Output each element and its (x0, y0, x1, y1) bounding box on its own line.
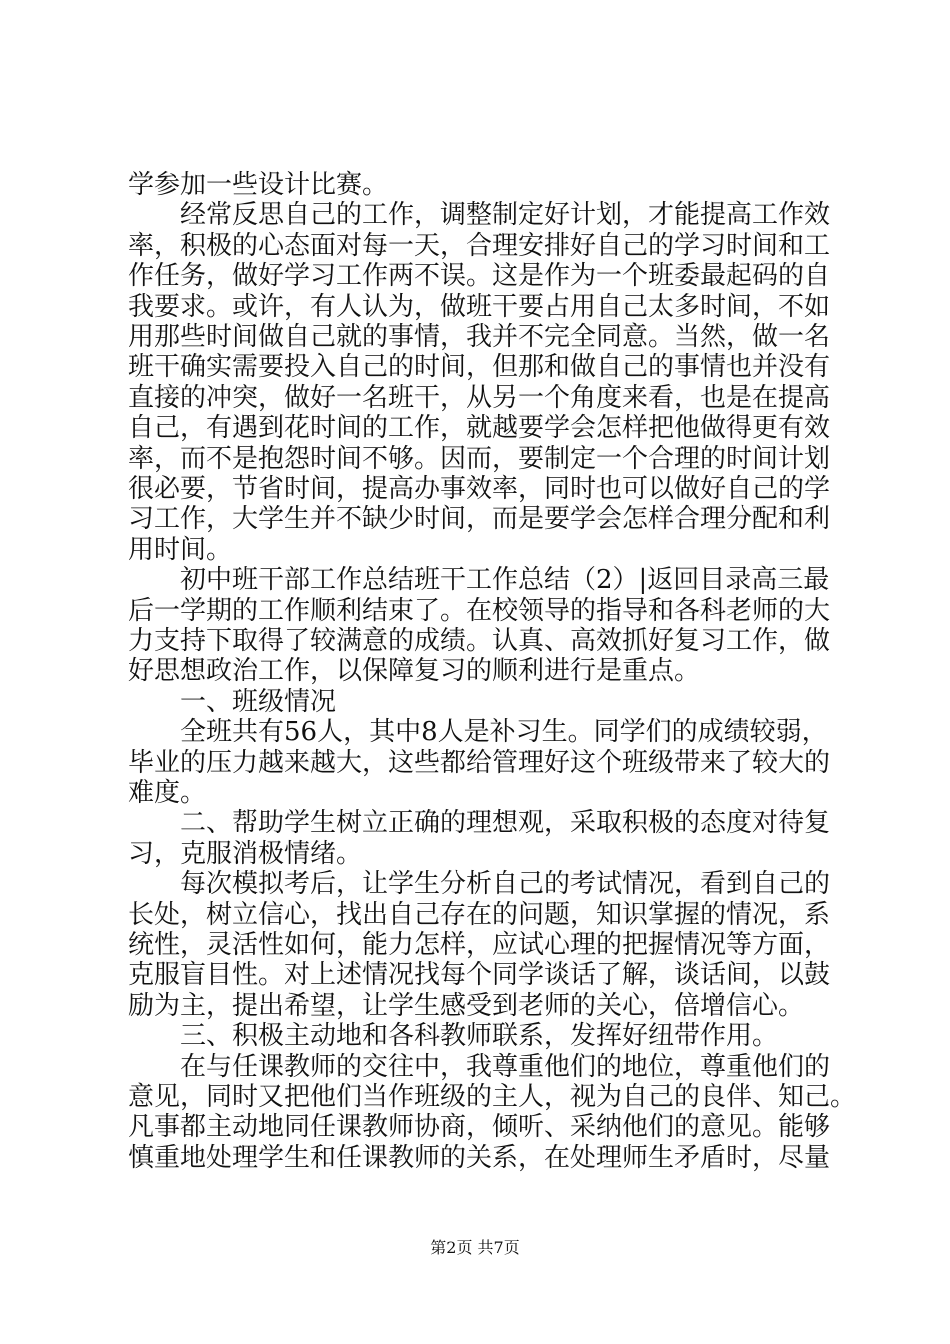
text-line: 很必要，节省时间，提高办事效率，同时也可以做好自己的学 (128, 474, 831, 504)
section-heading: 三、积极主动地和各科教师联系，发挥好纽带作用。 (180, 1021, 779, 1052)
text-line: 作任务，做好学习工作两不误。这是作为一个班委最起码的自 (128, 261, 831, 292)
text-line: 长处，树立信心，找出自己存在的问题，知识掌握的情况，系 (128, 899, 831, 930)
text-line: 毕业的压力越来越大，这些都给管理好这个班级带来了较大的 (128, 747, 831, 778)
text-line: 凡事都主动地同任课教师协商，倾听、采纳他们的意见。能够 (128, 1112, 831, 1143)
text-line: 励为主，提出希望，让学生感受到老师的关心，倍增信心。 (128, 990, 805, 1021)
text-line: 意见，同时又把他们当作班级的主人，视为自己的良伴、知己。 (128, 1082, 857, 1112)
text-line: 在与任课教师的交往中，我尊重他们的地位，尊重他们的 (180, 1051, 831, 1082)
text-line: 好思想政治工作，以保障复习的顺利进行是重点。 (128, 656, 701, 687)
text-line: 率，而不是抱怨时间不够。因而，要制定一个合理的时间计划 (128, 443, 831, 474)
text-line: 用时间。 (128, 534, 233, 565)
section-heading: 二、帮助学生树立正确的理想观，采取积极的态度对待复 (180, 808, 831, 839)
section-heading: 一、班级情况 (180, 686, 337, 717)
text-line: 后一学期的工作顺利结束了。在校领导的指导和各科老师的大 (128, 595, 831, 626)
text-line: 率，积极的心态面对每一天，合理安排好自己的学习时间和工 (128, 230, 831, 261)
text-line: 难度。 (128, 778, 207, 808)
text-line: 力支持下取得了较满意的成绩。认真、高效抓好复习工作，做 (128, 626, 831, 656)
text-line: 全班共有56人，其中8人是补习生。同学们的成绩较弱， (180, 717, 828, 748)
text-line: 直接的冲突，做好一名班干，从另一个角度来看，也是在提高 (128, 382, 831, 413)
text-line: 统性，灵活性如何，能力怎样，应试心理的把握情况等方面， (128, 930, 831, 960)
text-line: 自己，有遇到花时间的工作，就越要学会怎样把他做得更有效 (128, 413, 831, 444)
text-line: 初中班干部工作总结班干工作总结（2）|返回目录高三最 (180, 565, 830, 596)
text-line: 班干确实需要投入自己的时间，但那和做自己的事情也并没有 (128, 352, 831, 383)
text-line: 每次模拟考后，让学生分析自己的考试情况，看到自己的 (180, 869, 831, 900)
page-footer: 第2页 共7页 (430, 1238, 520, 1257)
text-line: 习工作，大学生并不缺少时间，而是要学会怎样合理分配和利 (128, 504, 831, 535)
text-line: 我要求。或许，有人认为，做班干要占用自己太多时间，不如 (128, 291, 831, 322)
text-line: 经常反思自己的工作，调整制定好计划，才能提高工作效 (180, 200, 831, 231)
text-line: 学参加一些设计比赛。 (128, 170, 389, 200)
text-line: 克服盲目性。对上述情况找每个同学谈话了解，谈话间，以鼓 (128, 960, 831, 991)
section-heading: 习，克服消极情绪。 (128, 838, 363, 869)
text-line: 用那些时间做自己就的事情，我并不完全同意。当然，做一名 (128, 322, 831, 352)
text-line: 慎重地处理学生和任课教师的关系，在处理师生矛盾时，尽量 (128, 1142, 831, 1173)
